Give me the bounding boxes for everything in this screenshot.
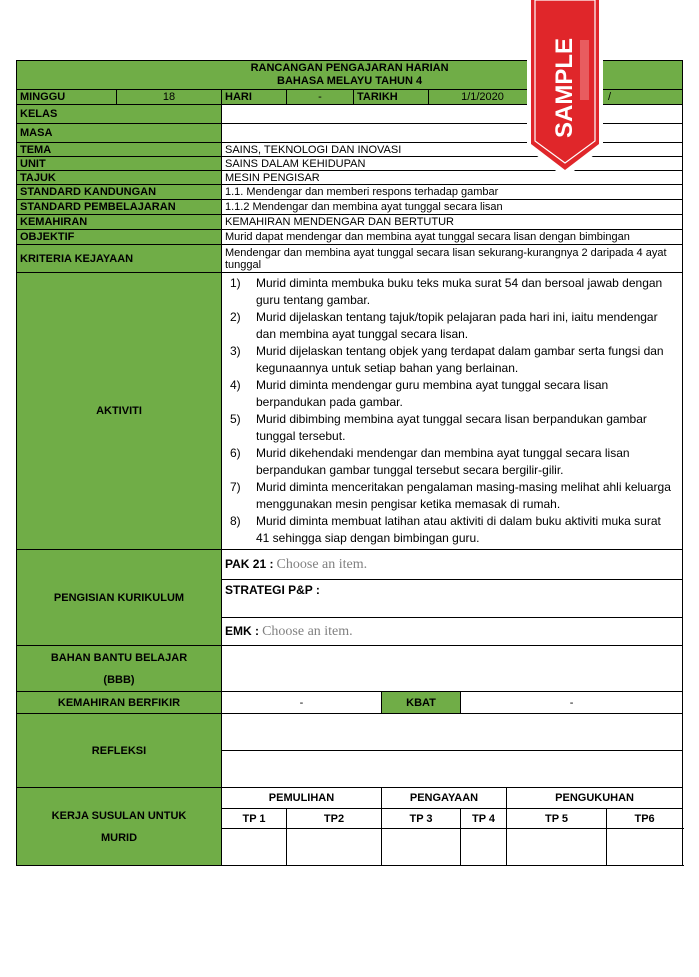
aktiviti-item-number: 8) (230, 514, 241, 528)
kemahiran-berfikir-label: KEMAHIRAN BERFIKIR (17, 692, 222, 714)
watermark-text: SAMPLE (551, 37, 578, 138)
aktiviti-item (230, 275, 676, 309)
kemahiran-label: KEMAHIRAN (17, 215, 222, 230)
masa-field[interactable] (222, 124, 683, 143)
refleksi-line1[interactable] (222, 714, 683, 751)
kriteria-label: KRITERIA KEJAYAAN (17, 245, 222, 273)
bbb-label (17, 646, 222, 692)
aktiviti-item-text: Murid diminta membuka buku teks muka surat 54 dan bersoal jawab dengan guru tentang gambar. (256, 276, 663, 307)
tp1-cell[interactable] (222, 829, 287, 866)
aktiviti-item (230, 513, 676, 547)
tp3-cell[interactable] (382, 829, 461, 866)
kerja-susulan-line2: MURID (100, 831, 138, 844)
lesson-plan-table (16, 60, 683, 866)
sample-watermark-ribbon (525, 0, 605, 178)
kerja-susulan-label (17, 788, 222, 866)
hari-label: HARI (222, 90, 287, 105)
aktiviti-item-text: Murid dikehendaki mendengar dan membina ayat tunggal secara lisan berpandukan gambar tunggal tersebut secara bergilir-gilir. (256, 446, 630, 477)
standard-pembelajaran-label: STANDARD PEMBELAJARAN (17, 200, 222, 215)
kerja-susulan-line1: KERJA SUSULAN UNTUK (51, 809, 187, 822)
tp2-cell[interactable] (287, 829, 382, 866)
objektif-label: OBJEKTIF (17, 230, 222, 245)
tp6-header: TP6 (607, 809, 683, 829)
aktiviti-item (230, 445, 676, 479)
aktiviti-item-number: 5) (230, 412, 241, 426)
aktiviti-item-number: 2) (230, 310, 241, 324)
aktiviti-item-number: 6) (230, 446, 241, 460)
aktiviti-item-number: 3) (230, 344, 241, 358)
unit-value: SAINS DALAM KEHIDUPAN (222, 157, 683, 171)
standard-kandungan-value: 1.1. Mendengar dan memberi respons terhadap gambar (222, 185, 683, 200)
aktiviti-item-text: Murid dijelaskan tentang tajuk/topik pelajaran pada hari ini, iaitu mendengar dan membina ayat tunggal secara lisan. (256, 310, 658, 341)
tp4-header: TP 4 (461, 809, 507, 829)
masa-label: MASA (17, 124, 222, 143)
objektif-value: Murid dapat mendengar dan membina ayat tunggal secara lisan dengan bimbingan (222, 230, 683, 245)
tarikh-value: 1/1/2020 (429, 90, 537, 105)
aktiviti-list (230, 275, 676, 547)
aktiviti-item (230, 377, 676, 411)
emk-row (222, 618, 683, 646)
hari-value: - (287, 90, 354, 105)
minggu-label: MINGGU (17, 90, 117, 105)
pengukuhan-header: PENGUKUHAN (507, 788, 683, 809)
tema-value: SAINS, TEKNOLOGI DAN INOVASI (222, 143, 683, 157)
bbb-label-line2: (BBB) (103, 673, 135, 686)
unit-label: UNIT (17, 157, 222, 171)
aktiviti-item-number: 4) (230, 378, 241, 392)
standard-kandungan-label: STANDARD KANDUNGAN (17, 185, 222, 200)
bbb-value[interactable] (222, 646, 683, 692)
tajuk-label: TAJUK (17, 171, 222, 185)
aktiviti-item-number: 1) (230, 276, 241, 290)
kbat-value: - (461, 692, 683, 714)
pemulihan-header: PEMULIHAN (222, 788, 382, 809)
header-subtitle: BAHASA MELAYU TAHUN 4 (277, 75, 423, 87)
tp6-cell[interactable] (607, 829, 683, 866)
emk-dropdown[interactable]: Choose an item. (262, 623, 353, 639)
refleksi-label: REFLEKSI (17, 714, 222, 788)
tp4-cell[interactable] (461, 829, 507, 866)
aktiviti-item-text: Murid diminta membuat latihan atau aktiviti di dalam buku aktiviti muka surat 41 sehingga siap dengan bimbingan guru. (256, 514, 661, 545)
masa-value: / (537, 90, 683, 105)
tajuk-value: MESIN PENGISAR (222, 171, 683, 185)
tema-label: TEMA (17, 143, 222, 157)
kemahiran-berfikir-value: - (222, 692, 382, 714)
strategi-label: STRATEGI P&P : (225, 583, 320, 597)
ribbon-stamp-mark (580, 40, 589, 100)
kbat-label: KBAT (382, 692, 461, 714)
aktiviti-content (222, 273, 683, 550)
aktiviti-item-text: Murid diminta menceritakan pengalaman masing-masing melihat ahli keluarga menggunakan mesin pengisar ketika memasak di rumah. (256, 480, 671, 511)
aktiviti-item-text: Murid diminta mendengar guru membina ayat tunggal secara lisan berpandukan pada gambar. (256, 378, 609, 409)
bbb-label-line1: BAHAN BANTU BELAJAR (50, 651, 188, 664)
minggu-value: 18 (117, 90, 222, 105)
pengayaan-header: PENGAYAAN (382, 788, 507, 809)
kelas-value[interactable] (222, 105, 683, 124)
tarikh-label: TARIKH (354, 90, 429, 105)
pak21-row (222, 550, 683, 580)
tp2-header: TP2 (287, 809, 382, 829)
kriteria-value: Mendengar dan membina ayat tunggal secara lisan sekurang-kurangnya 2 daripada 4 ayat tunggal (222, 245, 683, 273)
tp5-header: TP 5 (507, 809, 607, 829)
tp3-header: TP 3 (382, 809, 461, 829)
pak21-dropdown[interactable]: Choose an item. (276, 556, 368, 572)
kelas-label: KELAS (17, 105, 222, 124)
strategi-row (222, 580, 683, 618)
aktiviti-label: AKTIVITI (17, 273, 222, 550)
aktiviti-item (230, 343, 676, 377)
pak21-label: PAK 21 : (225, 556, 274, 571)
aktiviti-item (230, 479, 676, 513)
pengisian-kurikulum-label: PENGISIAN KURIKULUM (17, 550, 222, 646)
aktiviti-item-text: Murid dijelaskan tentang objek yang terdapat dalam gambar serta fungsi dan kegunaannya untuk setiap bahan yang berlainan. (256, 344, 664, 375)
kemahiran-value: KEMAHIRAN MENDENGAR DAN BERTUTUR (222, 215, 683, 230)
emk-label: EMK : (225, 623, 259, 638)
standard-pembelajaran-value: 1.1.2 Mendengar dan membina ayat tunggal secara lisan (222, 200, 683, 215)
aktiviti-item-text: Murid dibimbing membina ayat tunggal secara lisan berpandukan gambar tunggal tersebut. (256, 412, 647, 443)
tp1-header: TP 1 (222, 809, 287, 829)
aktiviti-item (230, 309, 676, 343)
tp5-cell[interactable] (507, 829, 607, 866)
aktiviti-item-number: 7) (230, 480, 241, 494)
header-title: RANCANGAN PENGAJARAN HARIAN (250, 62, 449, 74)
aktiviti-item (230, 411, 676, 445)
refleksi-line2[interactable] (222, 751, 683, 788)
